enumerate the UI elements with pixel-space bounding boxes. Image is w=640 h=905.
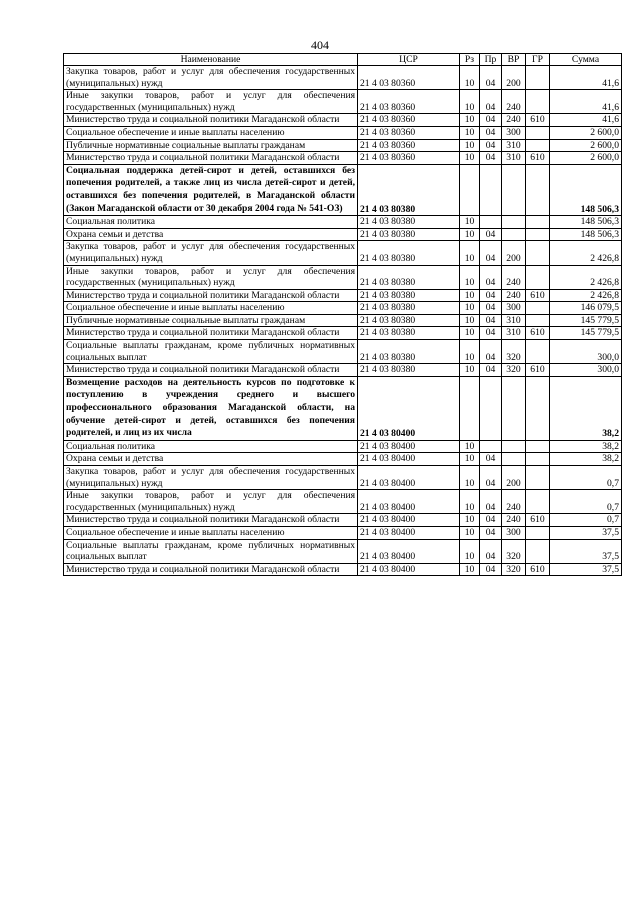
- cell-sum: 38,2: [550, 453, 622, 466]
- cell-rz: 10: [460, 314, 480, 327]
- cell-sum: 38,2: [550, 376, 622, 440]
- cell-name: Социальное обеспечение и иные выплаты населению: [64, 302, 358, 315]
- table-row: [64, 289, 622, 302]
- cell-vr: [502, 228, 526, 241]
- cell-sum: 2 426,8: [550, 241, 622, 265]
- table-row: [64, 114, 622, 127]
- table-row: [64, 302, 622, 315]
- cell-name: Министерство труда и социальной политики Магаданской области: [64, 289, 358, 302]
- cell-vr: 310: [502, 327, 526, 340]
- cell-csr: 21 4 03 80400: [358, 453, 460, 466]
- cell-sum: 2 600,0: [550, 139, 622, 152]
- cell-gr: [526, 453, 550, 466]
- cell-csr: 21 4 03 80400: [358, 526, 460, 539]
- cell-pr: 04: [480, 126, 502, 139]
- cell-vr: 240: [502, 114, 526, 127]
- cell-name: Иные закупки товаров, работ и услуг для обеспечения государственных (муниципальных) нужд: [64, 90, 358, 114]
- cell-gr: [526, 526, 550, 539]
- cell-name: Публичные нормативные социальные выплаты гражданам: [64, 139, 358, 152]
- cell-csr: 21 4 03 80360: [358, 152, 460, 165]
- table-row: [64, 126, 622, 139]
- cell-vr: 320: [502, 340, 526, 364]
- cell-name: Социальное обеспечение и иные выплаты населению: [64, 126, 358, 139]
- table-row: [64, 376, 622, 440]
- cell-pr: 04: [480, 490, 502, 514]
- cell-sum: 145 779,5: [550, 327, 622, 340]
- cell-pr: 04: [480, 340, 502, 364]
- cell-sum: 37,5: [550, 539, 622, 563]
- table-row: [64, 563, 622, 576]
- cell-pr: 04: [480, 90, 502, 114]
- cell-rz: 10: [460, 66, 480, 90]
- cell-gr: 610: [526, 289, 550, 302]
- cell-pr: 04: [480, 327, 502, 340]
- cell-gr: 610: [526, 364, 550, 377]
- cell-name: Закупка товаров, работ и услуг для обеспечения государственных (муниципальных) нужд: [64, 241, 358, 265]
- budget-table: [63, 53, 622, 576]
- cell-rz: 10: [460, 265, 480, 289]
- cell-csr: 21 4 03 80380: [358, 340, 460, 364]
- cell-sum: 0,7: [550, 466, 622, 490]
- cell-gr: [526, 490, 550, 514]
- cell-csr: 21 4 03 80380: [358, 314, 460, 327]
- cell-vr: 240: [502, 514, 526, 527]
- cell-vr: 200: [502, 466, 526, 490]
- cell-pr: 04: [480, 539, 502, 563]
- cell-vr: 310: [502, 139, 526, 152]
- table-row: [64, 66, 622, 90]
- cell-name: Министерство труда и социальной политики Магаданской области: [64, 152, 358, 165]
- cell-name: Социальное обеспечение и иные выплаты населению: [64, 526, 358, 539]
- header-rz: Рз: [460, 54, 480, 66]
- table-row: [64, 228, 622, 241]
- table-row: [64, 314, 622, 327]
- table-row: [64, 490, 622, 514]
- cell-csr: 21 4 03 80400: [358, 440, 460, 453]
- cell-rz: 10: [460, 526, 480, 539]
- header-vr: ВР: [502, 54, 526, 66]
- cell-pr: [480, 376, 502, 440]
- cell-name: Министерство труда и социальной политики Магаданской области: [64, 563, 358, 576]
- cell-sum: 0,7: [550, 490, 622, 514]
- header-pr: Пр: [480, 54, 502, 66]
- cell-sum: 2 600,0: [550, 152, 622, 165]
- cell-gr: [526, 216, 550, 229]
- cell-pr: 04: [480, 139, 502, 152]
- cell-csr: 21 4 03 80400: [358, 514, 460, 527]
- cell-gr: [526, 539, 550, 563]
- cell-csr: 21 4 03 80400: [358, 539, 460, 563]
- cell-rz: 10: [460, 241, 480, 265]
- cell-gr: [526, 164, 550, 215]
- cell-vr: 240: [502, 289, 526, 302]
- cell-rz: 10: [460, 302, 480, 315]
- cell-gr: [526, 90, 550, 114]
- cell-vr: [502, 164, 526, 215]
- cell-gr: [526, 241, 550, 265]
- cell-sum: 148 506,3: [550, 216, 622, 229]
- cell-csr: 21 4 03 80380: [358, 302, 460, 315]
- cell-gr: [526, 139, 550, 152]
- cell-sum: 0,7: [550, 514, 622, 527]
- cell-name: Министерство труда и социальной политики Магаданской области: [64, 327, 358, 340]
- table-row: [64, 90, 622, 114]
- cell-csr: 21 4 03 80400: [358, 563, 460, 576]
- cell-csr: 21 4 03 80380: [358, 164, 460, 215]
- cell-gr: [526, 126, 550, 139]
- cell-vr: [502, 440, 526, 453]
- cell-rz: [460, 376, 480, 440]
- cell-csr: 21 4 03 80400: [358, 466, 460, 490]
- cell-rz: 10: [460, 466, 480, 490]
- cell-csr: 21 4 03 80360: [358, 126, 460, 139]
- cell-rz: 10: [460, 289, 480, 302]
- cell-csr: 21 4 03 80380: [358, 216, 460, 229]
- table-row: [64, 526, 622, 539]
- cell-vr: 240: [502, 490, 526, 514]
- cell-gr: [526, 340, 550, 364]
- cell-vr: 300: [502, 526, 526, 539]
- cell-sum: 38,2: [550, 440, 622, 453]
- cell-rz: 10: [460, 364, 480, 377]
- table-row: [64, 440, 622, 453]
- cell-rz: 10: [460, 514, 480, 527]
- cell-name: Закупка товаров, работ и услуг для обеспечения государственных (муниципальных) нужд: [64, 66, 358, 90]
- table-header-row: [64, 54, 622, 66]
- cell-vr: 320: [502, 539, 526, 563]
- cell-rz: [460, 164, 480, 215]
- cell-pr: [480, 164, 502, 215]
- cell-name: Социальная поддержка детей-сирот и детей, оставшихся без попечения родителей, а также лиц из числа детей-сирот и детей, оставшихся без попечения родителей, в Магаданской области (Закон Магаданской области от 30 декабря 2004 года № 541-ОЗ): [64, 164, 358, 215]
- cell-csr: 21 4 03 80360: [358, 114, 460, 127]
- header-csr: ЦСР: [358, 54, 460, 66]
- cell-csr: 21 4 03 80380: [358, 265, 460, 289]
- cell-rz: 10: [460, 126, 480, 139]
- cell-vr: 320: [502, 563, 526, 576]
- table-row: [64, 241, 622, 265]
- table-row: [64, 327, 622, 340]
- table-row: [64, 453, 622, 466]
- cell-rz: 10: [460, 453, 480, 466]
- cell-pr: 04: [480, 314, 502, 327]
- cell-pr: 04: [480, 302, 502, 315]
- cell-sum: 41,6: [550, 90, 622, 114]
- cell-vr: 300: [502, 126, 526, 139]
- cell-pr: 04: [480, 514, 502, 527]
- cell-rz: 10: [460, 228, 480, 241]
- cell-sum: 2 426,8: [550, 265, 622, 289]
- cell-sum: 300,0: [550, 340, 622, 364]
- cell-name: Охрана семьи и детства: [64, 228, 358, 241]
- cell-vr: 310: [502, 152, 526, 165]
- table-row: [64, 364, 622, 377]
- cell-sum: 41,6: [550, 66, 622, 90]
- cell-sum: 300,0: [550, 364, 622, 377]
- table-row: [64, 265, 622, 289]
- cell-csr: 21 4 03 80400: [358, 376, 460, 440]
- cell-pr: 04: [480, 241, 502, 265]
- cell-gr: 610: [526, 563, 550, 576]
- cell-name: Социальная политика: [64, 216, 358, 229]
- cell-vr: 320: [502, 364, 526, 377]
- header-sum: Сумма: [550, 54, 622, 66]
- cell-gr: [526, 66, 550, 90]
- cell-gr: [526, 228, 550, 241]
- cell-csr: 21 4 03 80380: [358, 364, 460, 377]
- cell-gr: 610: [526, 327, 550, 340]
- cell-pr: 04: [480, 453, 502, 466]
- cell-pr: 04: [480, 563, 502, 576]
- cell-name: Публичные нормативные социальные выплаты гражданам: [64, 314, 358, 327]
- cell-gr: [526, 376, 550, 440]
- cell-pr: [480, 216, 502, 229]
- cell-gr: 610: [526, 114, 550, 127]
- cell-pr: 04: [480, 364, 502, 377]
- cell-csr: 21 4 03 80360: [358, 90, 460, 114]
- cell-pr: 04: [480, 466, 502, 490]
- cell-name: Иные закупки товаров, работ и услуг для обеспечения государственных (муниципальных) нужд: [64, 265, 358, 289]
- cell-rz: 10: [460, 440, 480, 453]
- cell-gr: [526, 265, 550, 289]
- cell-vr: 310: [502, 314, 526, 327]
- cell-pr: 04: [480, 526, 502, 539]
- cell-gr: [526, 440, 550, 453]
- cell-gr: [526, 314, 550, 327]
- cell-pr: 04: [480, 66, 502, 90]
- table-row: [64, 139, 622, 152]
- header-name: Наименование: [64, 54, 358, 66]
- cell-pr: 04: [480, 265, 502, 289]
- cell-rz: 10: [460, 216, 480, 229]
- cell-csr: 21 4 03 80380: [358, 289, 460, 302]
- table-row: [64, 539, 622, 563]
- cell-vr: 300: [502, 302, 526, 315]
- cell-pr: 04: [480, 228, 502, 241]
- cell-sum: 41,6: [550, 114, 622, 127]
- cell-pr: 04: [480, 289, 502, 302]
- cell-name: Закупка товаров, работ и услуг для обеспечения государственных (муниципальных) нужд: [64, 466, 358, 490]
- cell-vr: 200: [502, 66, 526, 90]
- cell-name: Министерство труда и социальной политики Магаданской области: [64, 364, 358, 377]
- cell-rz: 10: [460, 340, 480, 364]
- cell-rz: 10: [460, 152, 480, 165]
- cell-name: Социальная политика: [64, 440, 358, 453]
- cell-vr: 200: [502, 241, 526, 265]
- cell-sum: 2 426,8: [550, 289, 622, 302]
- cell-csr: 21 4 03 80360: [358, 66, 460, 90]
- cell-vr: 240: [502, 265, 526, 289]
- cell-name: Социальные выплаты гражданам, кроме публичных нормативных социальных выплат: [64, 539, 358, 563]
- cell-gr: [526, 302, 550, 315]
- table-row: [64, 216, 622, 229]
- cell-name: Социальные выплаты гражданам, кроме публичных нормативных социальных выплат: [64, 340, 358, 364]
- cell-csr: 21 4 03 80380: [358, 241, 460, 265]
- cell-pr: 04: [480, 152, 502, 165]
- cell-sum: 145 779,5: [550, 314, 622, 327]
- cell-sum: 148 506,3: [550, 228, 622, 241]
- header-gr: ГР: [526, 54, 550, 66]
- cell-sum: 37,5: [550, 526, 622, 539]
- cell-rz: 10: [460, 539, 480, 563]
- cell-name: Охрана семьи и детства: [64, 453, 358, 466]
- page-number: 404: [311, 38, 329, 52]
- cell-pr: [480, 440, 502, 453]
- cell-gr: 610: [526, 152, 550, 165]
- cell-csr: 21 4 03 80400: [358, 490, 460, 514]
- cell-csr: 21 4 03 80360: [358, 139, 460, 152]
- cell-vr: 240: [502, 90, 526, 114]
- table-row: [64, 164, 622, 215]
- cell-csr: 21 4 03 80380: [358, 327, 460, 340]
- table-row: [64, 152, 622, 165]
- cell-rz: 10: [460, 563, 480, 576]
- cell-sum: 37,5: [550, 563, 622, 576]
- cell-vr: [502, 376, 526, 440]
- cell-rz: 10: [460, 327, 480, 340]
- cell-name: Министерство труда и социальной политики Магаданской области: [64, 514, 358, 527]
- table-body: [64, 66, 622, 576]
- table-row: [64, 514, 622, 527]
- cell-sum: 2 600,0: [550, 126, 622, 139]
- cell-sum: 146 079,5: [550, 302, 622, 315]
- cell-pr: 04: [480, 114, 502, 127]
- cell-rz: 10: [460, 139, 480, 152]
- cell-gr: 610: [526, 514, 550, 527]
- cell-vr: [502, 453, 526, 466]
- table-row: [64, 340, 622, 364]
- cell-gr: [526, 466, 550, 490]
- cell-vr: [502, 216, 526, 229]
- table-row: [64, 466, 622, 490]
- cell-name: Иные закупки товаров, работ и услуг для обеспечения государственных (муниципальных) нужд: [64, 490, 358, 514]
- cell-rz: 10: [460, 114, 480, 127]
- cell-name: Возмещение расходов на деятельность курсов по подготовке к поступлению в учреждения среднего и высшего профессионального образования Магаданской области, на обучение детей-сирот и детей, оставшихся без попечения родителей, и лиц из их числа: [64, 376, 358, 440]
- cell-name: Министерство труда и социальной политики Магаданской области: [64, 114, 358, 127]
- cell-rz: 10: [460, 490, 480, 514]
- cell-rz: 10: [460, 90, 480, 114]
- cell-sum: 148 506,3: [550, 164, 622, 215]
- cell-csr: 21 4 03 80380: [358, 228, 460, 241]
